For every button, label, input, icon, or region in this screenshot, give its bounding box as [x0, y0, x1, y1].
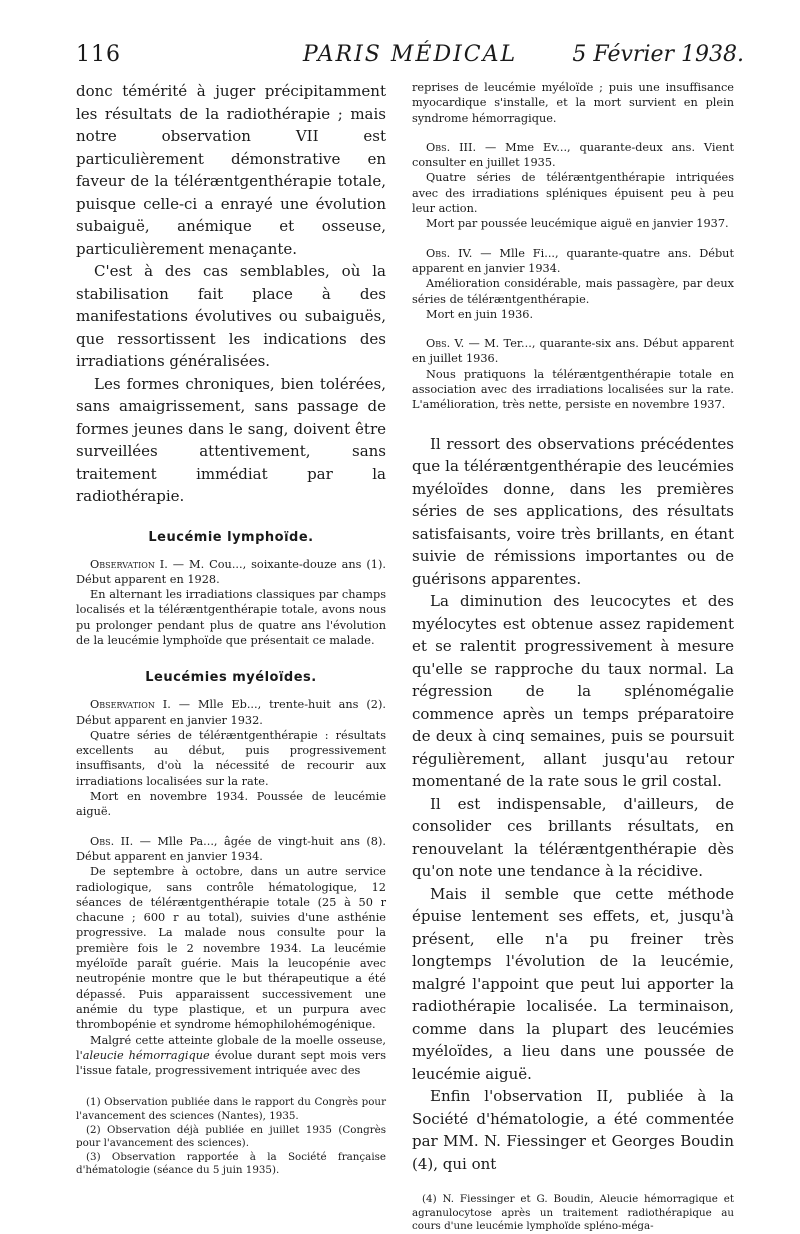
observation-myeloid-4 [412, 246, 734, 322]
italic-term: aleucie hémorragique [82, 1048, 210, 1062]
footnotes [76, 1096, 386, 1178]
observation-label: Observation I. [90, 557, 168, 571]
paragraph: C'est à des cas semblables, où la stabilisation fait place à des manifestations évolutives ou subaiguës, que ressortissent les indications des irradiations généralisées. [76, 262, 386, 370]
section-heading-lymphoid: Leucémie lymphoïde. [148, 529, 314, 545]
footnote: (1) Observation publiée dans le rapport du Congrès pour l'avancement des sciences (Nantes), 1935. [76, 1096, 386, 1122]
observation-body: En alternant les irradiations classiques par champs localisés et la téléræntgenthérapie totale, avons nous pu prolonger pendant plus de quatre ans l'évolution de la leucémie lymphoïde que présentait ce malade. [76, 588, 386, 647]
observation-body: Amélioration considérable, mais passagère, par deux séries de téléræntgenthérapie. [412, 277, 734, 306]
observation-label: Obs. II. [90, 834, 134, 848]
observation-header: — Mlle Eb..., trente-huit ans (2). Début apparent en janvier 1932. [76, 698, 386, 727]
paragraph: Il ressort des observations précédentes que la téléræntgenthérapie des leucémies myéloïdes donne, dans les premières séries de ses applications, des résultats satisfaisants, voire très brillants, en étant suivie de rémissions importantes ou de guérisons apparentes. [412, 434, 734, 588]
observation-label: Observation I. [90, 698, 171, 712]
observation-body: reprises de leucémie myéloïde ; puis une insuffisance myocardique s'installe, et la mort survient en plein syndrome hémorragique. [412, 81, 734, 125]
observation-body: Nous pratiquons la téléræntgenthérapie totale en association avec des irradiations localisées sur la rate. L'amélioration, très nette, persiste en novembre 1937. [412, 367, 734, 412]
observation-continuation [412, 80, 734, 126]
paragraph: La diminution des leucocytes et des myélocytes est obtenue assez rapidement et se ralentit progressivement à mesure qu'elle se rapproche du taux normal. La régression de la splénomégalie commence après un temps préparatoire de deux à cinq semaines, puis se poursuit régulièrement, allant jusqu'au retour momentané de la rate sous le gril costal. [412, 592, 734, 791]
observation-label: Obs. III. [426, 140, 477, 154]
observation-header: — M. Cou..., soixante-douze ans (1). Début apparent en 1928. [76, 557, 386, 586]
observation-header: — M. Ter..., quarante-six ans. Début apparent en juillet 1936. [412, 337, 734, 366]
observation-header: — Mlle Pa..., âgée de vingt-huit ans (8). Début apparent en janvier 1934. [76, 834, 386, 863]
page-header [76, 42, 744, 72]
observation-body-cont [76, 1033, 386, 1079]
footnote: (2) Observation déjà publiée en juillet 1935 (Congrès pour l'avancement des sciences). [76, 1123, 386, 1150]
observation-body: Mort en juin 1936. [426, 307, 534, 321]
text-run: évolue durant sept mois vers l'issue fatale, progressivement intriquée avec des [76, 1048, 386, 1078]
observation-label: Obs. IV. [426, 246, 473, 260]
observation-body: Mort par poussée leucémique aiguë en janvier 1937. [426, 217, 729, 231]
issue-date: 5 Février 1938. [572, 42, 744, 67]
paragraph: Enfin l'observation II, publiée à la Société d'hématologie, a été commentée par MM. N. Fiessinger et Georges Boudin (4), qui ont [412, 1087, 734, 1173]
observation-label: Obs. V. [426, 337, 465, 351]
footnote: (4) N. Fiessinger et G. Boudin, Aleucie hémorragique et agranulocytose après un traitement radiothérapique au cours d'une leucémie lymphoïde spléno-méga- [412, 1193, 734, 1233]
observation-body: Quatre séries de téléræntgenthérapie : résultats excellents au début, puis progressivement insuffisants, d'où la nécessité de recourir aux irradiations localisées sur la rate. [76, 728, 386, 788]
page-number: 116 [76, 42, 121, 67]
footnote: (3) Observation rapportée à la Société française d'hématologie (séance du 5 juin 1935). [76, 1150, 386, 1177]
observation-lymphoid-1 [76, 557, 386, 649]
observation-myeloid-1 [76, 697, 386, 819]
section-heading-myeloid: Leucémies myéloïdes. [145, 670, 317, 686]
observation-myeloid-2 [76, 834, 386, 1079]
observation-body: Mort en novembre 1934. Poussée de leucémie aiguë. [76, 790, 386, 819]
observation-myeloid-5 [412, 336, 734, 412]
journal-title: PARIS MÉDICAL [302, 42, 518, 67]
footnotes [412, 1193, 734, 1234]
paragraph: Les formes chroniques, bien tolérées, sans amaigrissement, sans passage de formes jeunes dans le sang, doivent être surveillées attentivement, sans traitement immédiat par la radiothérapie. [76, 374, 386, 505]
observation-myeloid-3 [412, 140, 734, 232]
observation-body: Quatre séries de téléræntgenthérapie intriquées avec des irradiations spléniques épuisent peu à peu leur action. [412, 171, 734, 216]
observation-header: — Mme Ev..., quarante-deux ans. Vient consulter en juillet 1935. [412, 140, 734, 170]
paragraph: Mais il semble que cette méthode épuise lentement ses effets, et, jusqu'à présent, elle n'a pu freiner très longtemps l'évolution de la leucémie, malgré l'appoint que peut lui apporter la radiothérapie localisée. La terminaison, comme dans la plupart des leucémies myéloïdes, a lieu dans une poussée de leucémie aiguë. [412, 884, 734, 1083]
observation-header: — Mlle Fi..., quarante-quatre ans. Début apparent en janvier 1934. [412, 246, 735, 275]
text-run: Malgré cette atteinte globale de la moelle osseuse, l' [76, 1033, 386, 1062]
right-column [412, 80, 734, 1234]
paragraph: donc témérité à juger précipitamment les résultats de la radiothérapie ; mais notre observation VII est particulièrement démonstrative en faveur de la téléræntgenthérapie totale, puisque celle-ci a enrayé une évolution subaiguë, anémique et osseuse, particulièrement menaçante. [76, 82, 386, 258]
left-column [76, 80, 386, 1178]
observation-body: De septembre à octobre, dans un autre service radiologique, sans contrôle hématologique, 12 séances de téléræntgenthérapie totale (25 à 50 r chacune ; 600 r au total), suivies d'une asthénie progressive. La malade nous consulte pour la première fois le 2 novembre 1934. La leucémie myéloïde paraît guérie. Mais la leucopénie avec neutropénie montre que le but thérapeutique a été dépassé. Puis apparaissent successivement une anémie du type plastique, et un purpura avec thrombopénie et syndrome hémophilohémogénique. [76, 865, 386, 1032]
paragraph: Il est indispensable, d'ailleurs, de consolider ces brillants résultats, en renouvelant la téléræntgenthérapie dès qu'on note une tendance à la récidive. [412, 794, 734, 881]
